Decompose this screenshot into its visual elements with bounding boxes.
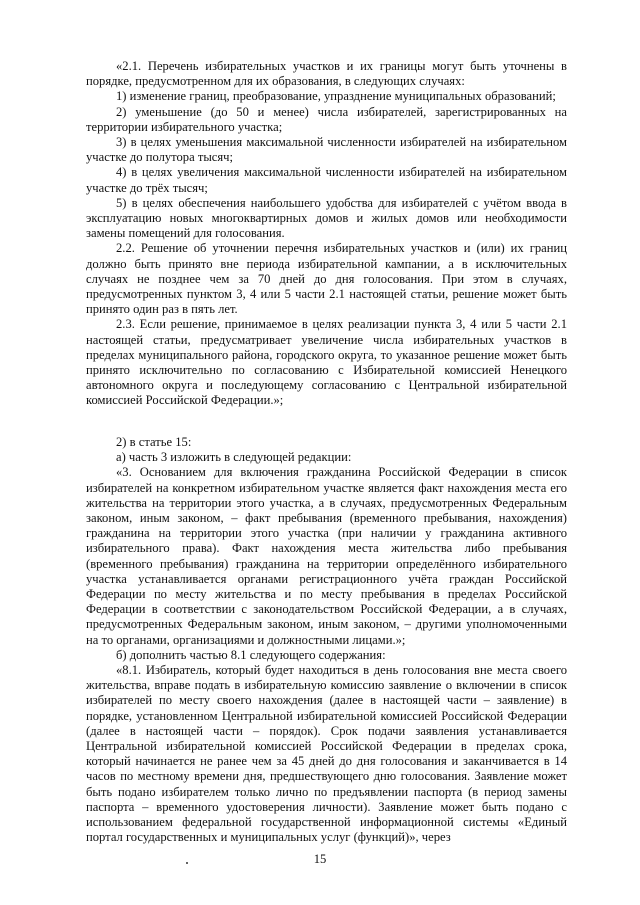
text-block-article-15 <box>86 435 567 845</box>
paragraph: 3) в целях уменьшения максимальной численности избирателей на избирательном участке до полутора тысяч; <box>86 135 567 165</box>
paragraph: а) часть 3 изложить в следующей редакции: <box>116 450 352 465</box>
text-block-article-2-1 <box>86 59 567 409</box>
paragraph: 5) в целях обеспечения наибольшего удобства для избирателей с учётом ввода в эксплуатацию новых многоквартирных домов и жилых домов или необходимости замены помещений для голосования. <box>86 195 567 241</box>
paragraph: 2) уменьшение (до 50 и менее) числа избирателей, зарегистрированных на территории избирательного участка; <box>86 104 567 134</box>
paragraph: 2.3. Если решение, принимаемое в целях реализации пункта 3, 4 или 5 части 2.1 настоящей статьи, предусматривает увеличение числа избирательных участков в пределах муниципального района, городского округа, то указанное решение может быть принято исключительно по согласованию с Избирательной комиссией Ненецкого автономного округа и последующему согласованию с Центральной избирательной комиссией Российской Федерации.»; <box>86 317 567 408</box>
paragraph: «2.1. Перечень избирательных участков и их границы могут быть уточнены в порядке, предусмотренном для их образования, в следующих случаях: <box>86 59 567 89</box>
paragraph: 2) в статье 15: <box>116 435 192 449</box>
page-number: 15 <box>313 852 327 866</box>
paragraph: 1) изменение границ, преобразование, упразднение муниципальных образований; <box>116 89 556 104</box>
paragraph: 2.2. Решение об уточнении перечня избирательных участков и (или) их границ должно быть принято вне периода избирательной кампании, а в исключительных случаях не позднее чем за 70 дней до дня голосования. При этом в случаях, предусмотренных пунктом 3, 4 или 5 части 2.1 настоящей статьи, решение может быть принято один раз в пять лет. <box>86 241 567 317</box>
paragraph: «8.1. Избиратель, который будет находиться в день голосования вне места своего жительства, вправе подать в избирательную комиссию заявление о включении в список избирателей по месту своего нахождения (далее в настоящей части – заявление) в порядке, установленном Центральной избирательной комиссией Российской Федерации (далее в настоящей части – порядок). Срок подачи заявления устанавливается Центральной избирательной комиссией Российской Федерации в пределах срока, который начинается не ранее чем за 45 дней до дня голосования и заканчивается в 14 часов по местному времени дня, предшествующего дню голосования. Заявление может быть подано избирателем только лично по предъявлении паспорта (в период замены паспорта – временного удостоверения личности). Заявление может быть подано с использованием федеральной государственной информационной системы «Единый портал государственных и муниципальных услуг (функций)», через <box>86 663 567 845</box>
paragraph: 4) в целях увеличения максимальной численности избирателей на избирательном участке до трёх тысяч; <box>86 165 567 195</box>
paragraph: б) дополнить частью 8.1 следующего содержания: <box>116 647 386 662</box>
paragraph: «3. Основанием для включения гражданина Российской Федерации в список избирателей на конкретном избирательном участке является факт нахождения места его жительства на территории этого участка, а в случаях, предусмотренных Федеральным законом, иным законом, – факт пребывания (временного пребывания, нахождения) гражданина на территории этого участка (при наличии у гражданина активного избирательного права). Факт нахождения места жительства либо пребывания (временного пребывания) гражданина на территории определённого избирательного участка устанавливается органами регистрационного учёта граждан Российской Федерации по месту жительства и по месту пребывания в пределах Российской Федерации в соответствии с законодательством Российской Федерации, а в случаях, предусмотренных Федеральным законом, иным законом, – другими уполномоченными на то органами, организациями и должностными лицами.»; <box>86 465 567 647</box>
